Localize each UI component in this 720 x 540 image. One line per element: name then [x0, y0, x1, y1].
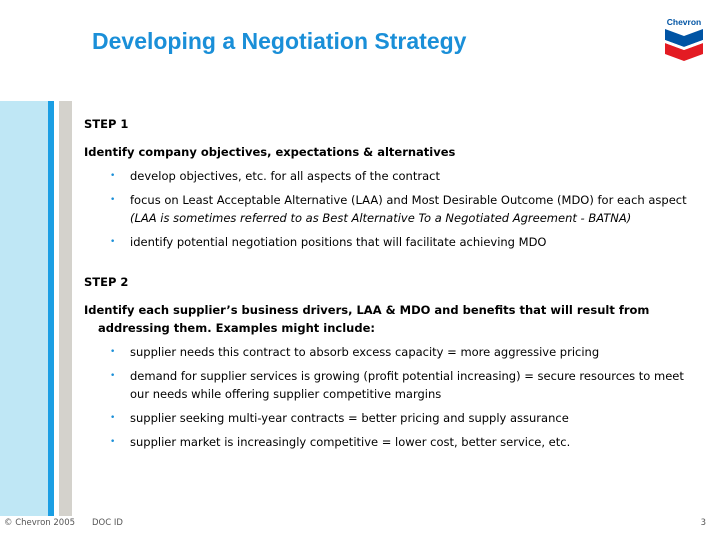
list-item: [84, 367, 694, 403]
step-1-heading: Identify company objectives, expectations & alternatives: [84, 145, 456, 159]
bullet-icon: •: [110, 413, 116, 423]
list-item-text: identify potential negotiation positions that will facilitate achieving MDO: [130, 235, 547, 249]
list-item: [84, 433, 694, 451]
step-1-label: STEP 1: [84, 117, 129, 131]
svg-text:Chevron: Chevron: [666, 17, 702, 27]
list-item-text: develop objectives, etc. for all aspects of the contract: [130, 169, 440, 183]
step-1-bullet-list: [84, 167, 694, 251]
decorative-bar-light: [0, 101, 48, 516]
step-2-heading: Identify each supplier’s business drivers, LAA & MDO and benefits that will result from addressing them. Examples might include:: [84, 303, 650, 335]
step-2-label: STEP 2: [84, 275, 129, 289]
chevron-logo: [660, 16, 708, 66]
list-item: [84, 167, 694, 185]
bullet-icon: •: [110, 371, 116, 381]
list-item: [84, 233, 694, 251]
footer-doc-id: DOC ID: [92, 518, 123, 528]
page-title: Developing a Negotiation Strategy: [92, 28, 467, 54]
step-2-bullet-list: [84, 343, 694, 451]
list-item: [84, 343, 694, 361]
list-item-text: focus on Least Acceptable Alternative (LAA) and Most Desirable Outcome (MDO) for each aspect: [130, 193, 687, 207]
bullet-icon: •: [110, 347, 116, 357]
footer-copyright: © Chevron 2005: [4, 518, 76, 528]
page-number: 3: [700, 518, 706, 528]
bullet-icon: •: [110, 195, 116, 205]
bullet-icon: •: [110, 237, 116, 247]
batna-note: (LAA is sometimes referred to as Best Alternative To a Negotiated Agreement - BATNA): [130, 211, 632, 225]
slide-content: [84, 115, 694, 457]
bullet-icon: •: [110, 171, 116, 181]
bullet-icon: •: [110, 437, 116, 447]
list-item: [84, 409, 694, 427]
list-item-text: demand for supplier services is growing (profit potential increasing) = secure resources to meet our needs while offering supplier competitive margins: [130, 369, 684, 401]
list-item-text: supplier needs this contract to absorb excess capacity = more aggressive pricing: [130, 345, 600, 359]
decorative-bar-grey: [59, 101, 72, 516]
list-item: [84, 191, 694, 227]
list-item-text: supplier market is increasingly competitive = lower cost, better service, etc.: [130, 435, 571, 449]
list-item-text: supplier seeking multi-year contracts = better pricing and supply assurance: [130, 411, 569, 425]
